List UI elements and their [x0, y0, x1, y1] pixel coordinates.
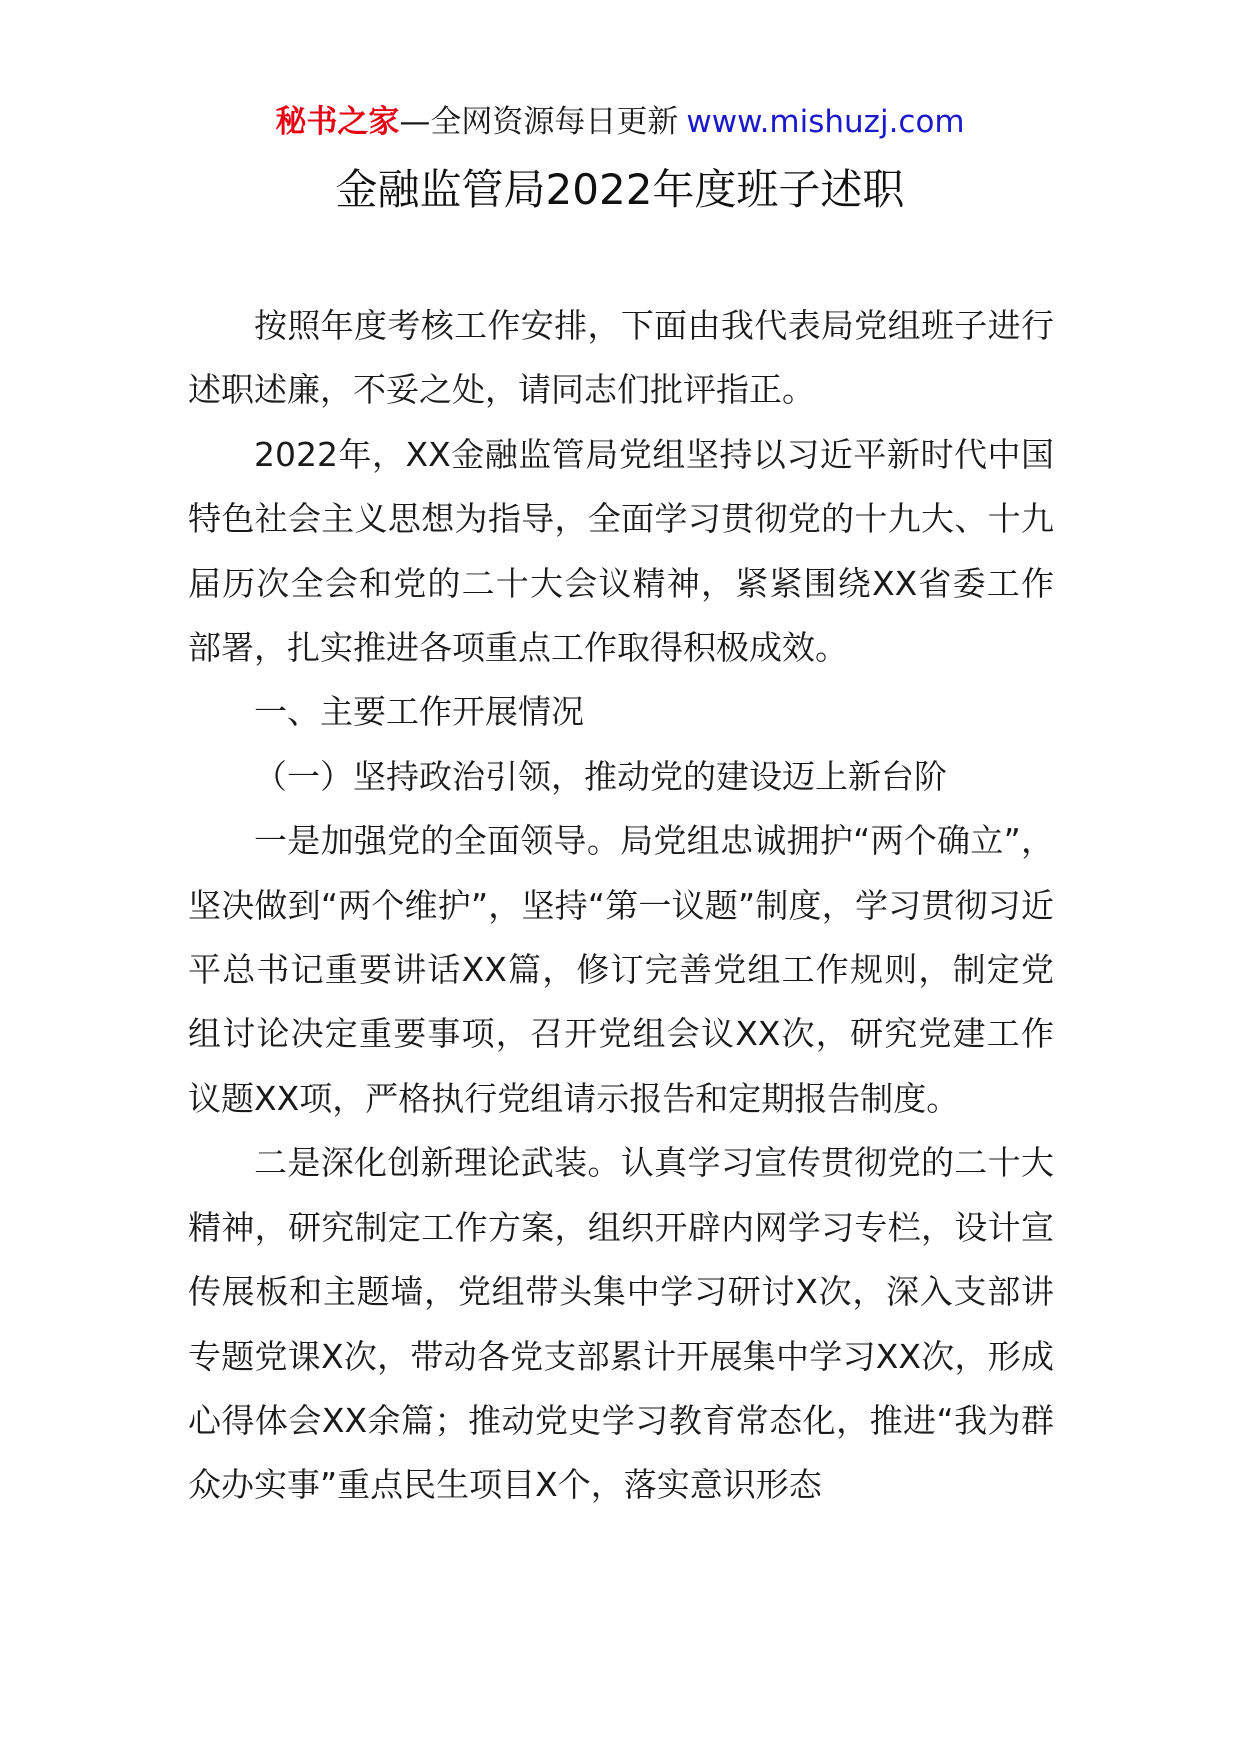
brand-name: 秘书之家: [275, 104, 400, 140]
subsection-heading-1: （一）坚持政治引领，推动党的建设迈上新台阶: [254, 756, 947, 796]
section-heading-1: 一、主要工作开展情况: [254, 692, 584, 732]
intro-paragraph: 按照年度考核工作安排，下面由我代表局党组班子进行述职述廉，不妥之处，请同志们批评指正。: [188, 306, 1054, 410]
overview-paragraph: 2022年，XX金融监管局党组坚持以习近平新时代中国特色社会主义思想为指导，全面学习贯彻党的十九大、十九届历次全会和党的二十大会议精神，紧紧围绕XX省委工作部署，扎实推进各项重点工作取得积极成效。: [188, 434, 1054, 668]
body-paragraph-leadership: 一是加强党的全面领导。局党组忠诚拥护“两个确立”，坚决做到“两个维护”，坚持“第一议题”制度，学习贯彻习近平总书记重要讲话XX篇，修订完善党组工作规则，制定党组讨论决定重要事项，召开党组会议XX次，研究党建工作议题XX项，严格执行党组请示报告和定期报告制度。: [188, 821, 1054, 1118]
site-slogan: —全网资源每日更新: [399, 104, 679, 140]
site-url-link[interactable]: www.mishuzj.com: [686, 104, 965, 140]
document-title: 金融监管局2022年度班子述职: [335, 165, 905, 214]
body-paragraph-theory: 二是深化创新理论武装。认真学习宣传贯彻党的二十大精神，研究制定工作方案，组织开辟内网学习专栏，设计宣传展板和主题墙，党组带头集中学习研讨X次，深入支部讲专题党课X次，带动各党支部累计开展集中学习XX次，形成心得体会XX余篇；推动党史学习教育常态化，推进“我为群众办实事”重点民生项目X个，落实意识形态: [188, 1143, 1054, 1505]
document-body: [188, 294, 1054, 1518]
site-header: [0, 102, 1240, 142]
